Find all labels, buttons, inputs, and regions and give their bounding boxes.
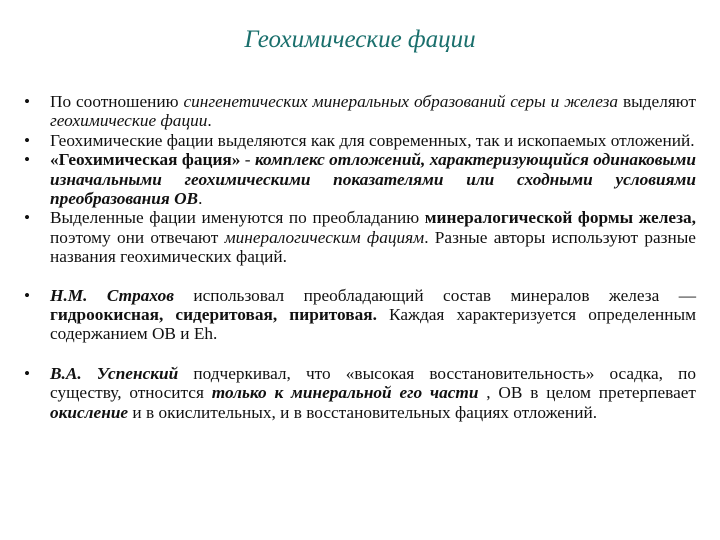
slide-title: Геохимические фации bbox=[244, 26, 476, 53]
bullet-marker: • bbox=[24, 150, 31, 170]
text-run: , ОВ в целом претерпевает bbox=[478, 383, 696, 403]
bullet-item-6 bbox=[24, 364, 696, 422]
author-name: В.А. Успенский bbox=[50, 363, 179, 383]
italic-text: сингенетических минеральных образований серы и железа bbox=[183, 92, 619, 111]
text-run: . bbox=[198, 189, 203, 209]
bullet-list bbox=[24, 92, 696, 422]
text-run: По соотношению bbox=[50, 92, 184, 111]
italic-text: геохимические фации bbox=[50, 111, 208, 131]
author-name: Н.М. Страхов bbox=[50, 285, 174, 305]
bullet-item-1 bbox=[24, 92, 696, 131]
text-run: подчеркивал, что «высокая восстановительность» осадка, по существу, относится bbox=[50, 363, 696, 403]
bullet-marker: • bbox=[24, 130, 31, 150]
bullet-marker: • bbox=[24, 208, 31, 228]
text-run: поэтому они отвечают bbox=[50, 227, 225, 247]
text-run: - bbox=[240, 150, 255, 170]
italic-text: минералогическим фациям bbox=[224, 227, 425, 247]
bold-italic-text: только к минеральной его части bbox=[211, 383, 479, 403]
bullet-marker: • bbox=[24, 92, 31, 111]
bold-text: минералогической формы железа, bbox=[424, 208, 696, 228]
text-run: . Разные авторы используют разные названия геохимических фаций. bbox=[50, 227, 696, 267]
text-run: выделяют bbox=[618, 92, 696, 111]
bullet-item-5 bbox=[24, 286, 696, 344]
bullet-item-3 bbox=[24, 150, 696, 208]
text-run: Геохимические фации выделяются как для современных, так и ископаемых отложений. bbox=[50, 130, 695, 150]
bullet-item-4 bbox=[24, 208, 696, 266]
text-run: Каждая характеризуется определенным содержанием ОВ и Eh. bbox=[50, 305, 697, 344]
bold-text: «Геохимическая фация» bbox=[50, 150, 241, 170]
text-run: . bbox=[207, 111, 212, 131]
bullet-item-2 bbox=[24, 131, 696, 150]
bullet-marker: • bbox=[24, 285, 31, 305]
bullet-marker: • bbox=[24, 363, 31, 383]
bold-text: гидроокисная, сидеритовая, пиритовая. bbox=[50, 305, 377, 325]
text-run: использовал преобладающий состав минералов железа — bbox=[173, 285, 696, 305]
text-run: и в окислительных, и в восстановительных фациях отложений. bbox=[128, 402, 598, 422]
bold-italic-text: окисление bbox=[50, 402, 129, 422]
bold-italic-text: комплекс отложений, характеризующийся одинаковыми изначальными геохимическими показателями или сходными условиями преобразования ОВ bbox=[50, 150, 696, 209]
text-run: Выделенные фации именуются по преобладанию bbox=[50, 208, 425, 228]
